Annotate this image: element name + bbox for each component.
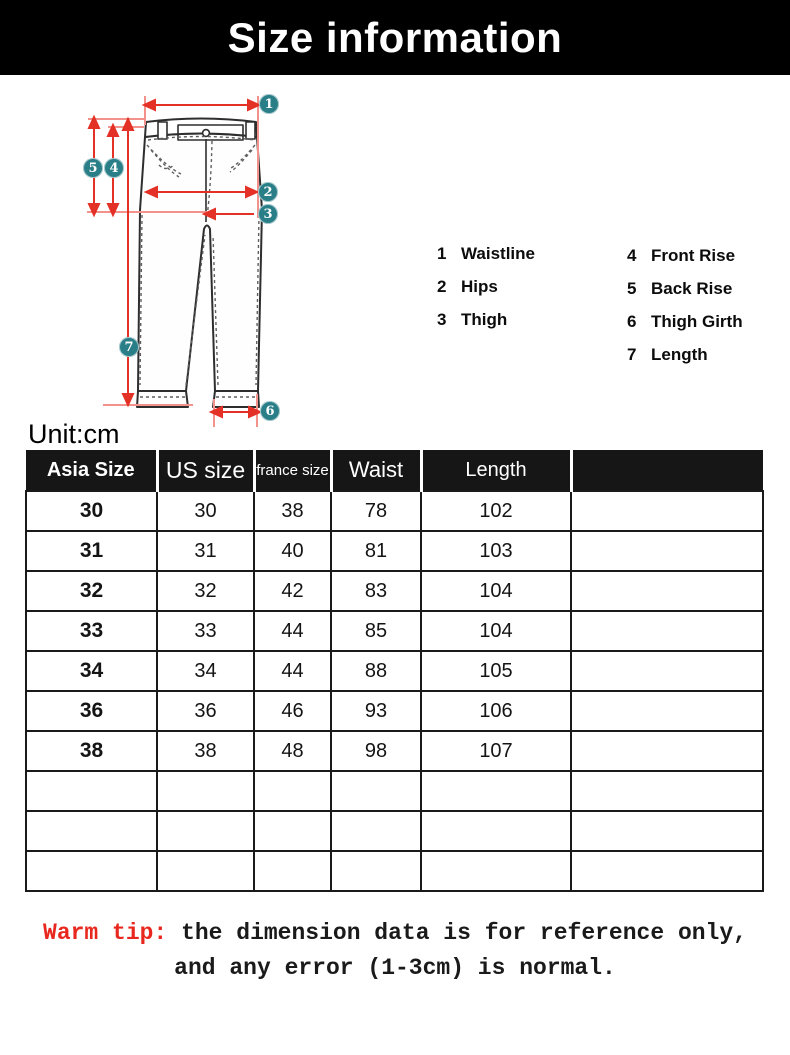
table-row [26, 531, 763, 571]
table-cell: 30 [26, 491, 157, 531]
warm-tip [0, 916, 790, 986]
table-cell: 38 [254, 491, 331, 531]
legend-num: 2 [437, 276, 447, 296]
page-title: Size information [227, 13, 563, 61]
table-cell: 46 [254, 691, 331, 731]
col-header-us-size: US size [157, 450, 254, 491]
table-cell: 34 [157, 651, 254, 691]
table-row [26, 651, 763, 691]
legend-item-back-rise [627, 272, 743, 305]
table-cell [421, 851, 571, 891]
table-cell [571, 531, 763, 571]
table-cell: 40 [254, 531, 331, 571]
table-cell: 93 [331, 691, 421, 731]
table-cell: 104 [421, 611, 571, 651]
table-cell: 32 [26, 571, 157, 611]
legend-num: 3 [437, 309, 447, 329]
col-header-asia-size: Asia Size [26, 450, 157, 491]
warm-tip-label: Warm tip: [43, 920, 168, 946]
table-row [26, 811, 763, 851]
table-cell: 88 [331, 651, 421, 691]
measure-badge-3: 3 [258, 204, 278, 224]
table-row [26, 611, 763, 651]
legend-item-waistline [437, 237, 535, 270]
legend-num: 5 [627, 278, 637, 298]
table-cell: 48 [254, 731, 331, 771]
table-cell [571, 851, 763, 891]
warm-tip-line1 [0, 916, 790, 951]
table-cell: 83 [331, 571, 421, 611]
title-bar [0, 0, 790, 75]
table-cell: 102 [421, 491, 571, 531]
table-cell: 105 [421, 651, 571, 691]
table-cell: 44 [254, 611, 331, 651]
table-cell [571, 691, 763, 731]
legend-label: Thigh [461, 309, 508, 329]
table-cell [571, 611, 763, 651]
table-cell: 44 [254, 651, 331, 691]
warm-tip-text2: and any error (1-3cm) is normal. [174, 955, 616, 981]
table-cell [571, 731, 763, 771]
table-cell [331, 771, 421, 811]
measure-badge-4: 4 [104, 158, 124, 178]
table-cell [421, 811, 571, 851]
table-row [26, 731, 763, 771]
table-cell [254, 771, 331, 811]
table-cell: 107 [421, 731, 571, 771]
col-header-france-size: france size [254, 450, 331, 491]
table-cell: 78 [331, 491, 421, 531]
table-cell [331, 811, 421, 851]
legend-label: Back Rise [651, 278, 733, 298]
legend-item-front-rise [627, 239, 743, 272]
table-row [26, 491, 763, 531]
measurement-diagram [0, 75, 790, 427]
legend-item-hips [437, 270, 535, 303]
unit-label: Unit:cm [28, 419, 120, 449]
table-cell [571, 811, 763, 851]
measure-badge-1: 1 [259, 94, 279, 114]
table-cell: 38 [26, 731, 157, 771]
legend-right-column [627, 239, 743, 371]
table-cell: 30 [157, 491, 254, 531]
table-cell [26, 851, 157, 891]
table-cell [254, 851, 331, 891]
col-header-length: Length [421, 450, 571, 491]
table-cell: 38 [157, 731, 254, 771]
size-table-header [26, 450, 763, 491]
table-cell [254, 811, 331, 851]
table-cell [571, 771, 763, 811]
table-row [26, 691, 763, 731]
table-cell: 106 [421, 691, 571, 731]
table-cell [157, 811, 254, 851]
legend-num: 4 [627, 245, 637, 265]
table-cell: 36 [157, 691, 254, 731]
measure-badge-2: 2 [258, 182, 278, 202]
table-cell [157, 851, 254, 891]
legend-label: Thigh Girth [651, 311, 743, 331]
warm-tip-text1: the dimension data is for reference only, [181, 920, 747, 946]
legend-item-length [627, 338, 743, 371]
legend-label: Length [651, 344, 708, 364]
pants-drawing [137, 119, 262, 408]
table-cell: 81 [331, 531, 421, 571]
measure-badge-7: 7 [119, 337, 139, 357]
table-row [26, 851, 763, 891]
col-header-waist: Waist [331, 450, 421, 491]
table-cell: 42 [254, 571, 331, 611]
legend-item-thigh-girth [627, 305, 743, 338]
table-cell: 31 [157, 531, 254, 571]
measure-badge-6: 6 [260, 401, 280, 421]
table-row [26, 571, 763, 611]
table-cell [26, 771, 157, 811]
size-table [25, 450, 764, 892]
size-table-body [26, 491, 763, 891]
table-row [26, 771, 763, 811]
legend-num: 1 [437, 243, 447, 263]
measure-badge-5: 5 [83, 158, 103, 178]
table-cell: 104 [421, 571, 571, 611]
legend-label: Hips [461, 276, 498, 296]
table-cell: 33 [157, 611, 254, 651]
header-row [26, 450, 763, 491]
legend-num: 6 [627, 311, 637, 331]
table-cell [571, 571, 763, 611]
table-cell [571, 491, 763, 531]
table-cell: 34 [26, 651, 157, 691]
table-cell [157, 771, 254, 811]
table-cell: 33 [26, 611, 157, 651]
legend-label: Waistline [461, 243, 535, 263]
table-cell: 31 [26, 531, 157, 571]
table-cell [421, 771, 571, 811]
legend-item-thigh [437, 303, 535, 336]
table-cell [26, 811, 157, 851]
table-cell: 103 [421, 531, 571, 571]
table-cell [571, 651, 763, 691]
table-cell: 85 [331, 611, 421, 651]
table-cell: 98 [331, 731, 421, 771]
legend-label: Front Rise [651, 245, 736, 265]
col-header-empty [571, 450, 763, 491]
legend-left-column [437, 237, 535, 336]
table-cell [331, 851, 421, 891]
legend-num: 7 [627, 344, 637, 364]
table-cell: 36 [26, 691, 157, 731]
table-cell: 32 [157, 571, 254, 611]
